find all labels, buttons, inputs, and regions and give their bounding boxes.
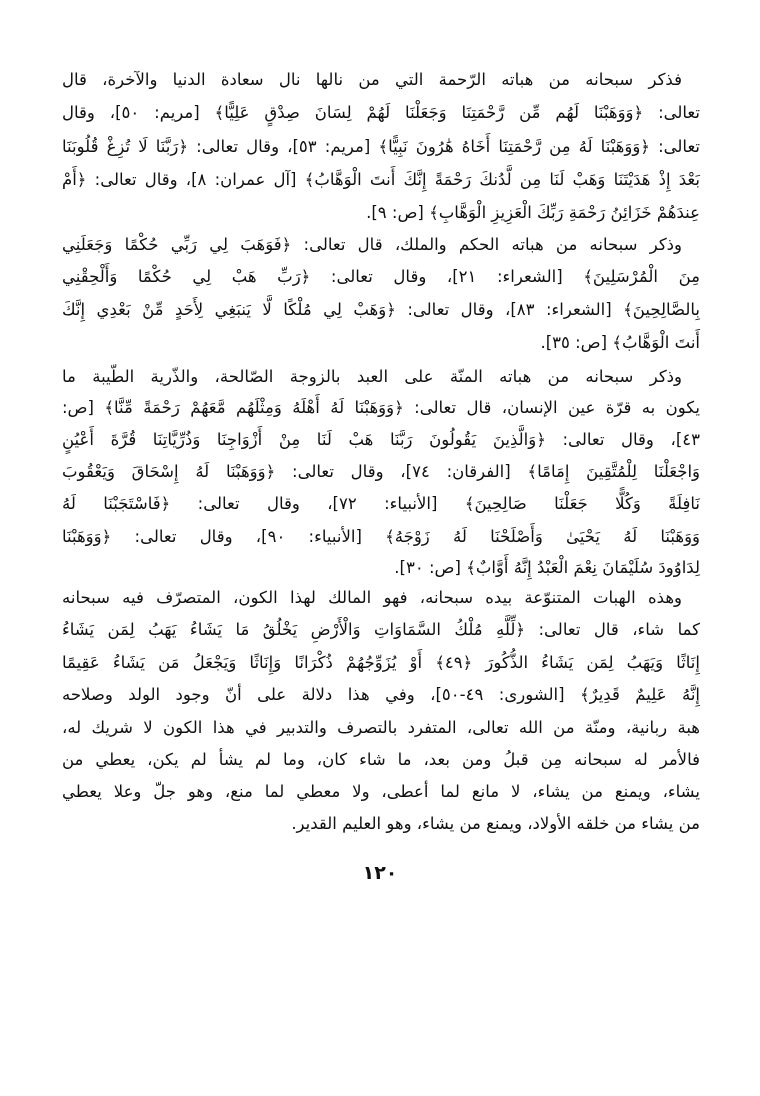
text-line: عِندَهُمْ خَزَائِنُ رَحْمَةِ رَبِّكَ الْعَزِيزِ الْوَهَّابِ﴾ [ص: ٩]. [366,203,700,222]
text-line: هبة ربانية، ومنّة من الله تعالى، المتفرد بالتصرف والتدبير في هذا الكون لا شريك له، [62,718,700,737]
text-line: وذكر سبحانه من هباته الحكم والملك، قال تعالى: ﴿فَوَهَبَ لِي رَبِّي حُكْمًا وَجَعَلَنِي [62,235,682,254]
text-line: وذكر سبحانه من هباته المنّة على العبد بالزوجة الصّالحة، والذّرية الطّيبة ما [62,367,682,386]
text-line: يشاء، ويمنع من يشاء، لا مانع لما أعطى، ولا معطي لما منع، وهو جلّ وعلا يعطي [62,782,700,801]
text-line: وَوَهَبْنَا لَهُ يَحْيَىٰ وَأَصْلَحْنَا لَهُ زَوْجَهُ﴾ [الأنبياء: ٩٠]، وقال تعالى: ﴿وَوَهَبْنَا [62,527,701,546]
text-line: من يشاء من خلقه الأولاد، ويمنع من يشاء، وهو العليم القدير. [291,814,700,833]
text-line: فالأمر له سبحانه مِن قبلُ ومن بعد، ما شاء كان، وما لم يشأ لم يكن، يعطي من [62,750,700,769]
text-line: وهذه الهبات المتنوّعة بيده سبحانه، فهو المالك لهذا الكون، المتصرّف فيه سبحانه [62,588,682,607]
text-line: فذكر سبحانه من هباته الرّحمة التي من نالها نال سعادة الدنيا والآخرة، قال [62,70,682,89]
text-line: وَاجْعَلْنَا لِلْمُتَّقِينَ إِمَامًا﴾ [الفرقان: ٧٤]، وقال تعالى: ﴿وَوَهَبْنَا لَهُ إِسْحَاقَ وَيَعْقُوبَ [62,462,700,481]
text-line: نَافِلَةً وَكُلًّا جَعَلْنَا صَالِحِينَ﴾ [الأنبياء: ٧٢]، وقال تعالى: ﴿فَاسْتَجَبْنَا لَهُ [62,494,700,513]
text-line: أَنتَ الْوَهَّابُ﴾ [ص: ٣٥]. [540,333,700,352]
text-line: ٤٣]، وقال تعالى: ﴿وَالَّذِينَ يَقُولُونَ رَبَّنَا هَبْ لَنَا مِنْ أَزْوَاجِنَا وَذُرِّيَّاتِنَا قُرَّةَ أَعْيُنٍ [62,430,700,449]
text-line: لِدَاوُودَ سُلَيْمَانَ نِعْمَ الْعَبْدُ إِنَّهُ أَوَّابٌ﴾ [ص: ٣٠]. [394,558,700,577]
text-line: بَعْدَ إِذْ هَدَيْتَنَا وَهَبْ لَنَا مِن لَّدُنكَ رَحْمَةً إِنَّكَ أَنتَ الْوَهَّابُ﴾ [آل عمران: ٨]، وقال تعالى: ﴿أَمْ [62,170,700,189]
text-line: إِنَاثًا وَيَهَبُ لِمَن يَشَاءُ الذُّكُورَ ﴿٤٩﴾ أَوْ يُزَوِّجُهُمْ ذُكْرَانًا وَإِنَاثًا وَيَجْعَلُ مَن يَشَاءُ عَقِيمًا [62,653,700,672]
text-line: تعالى: ﴿وَوَهَبْنَا لَهُم مِّن رَّحْمَتِنَا وَجَعَلْنَا لَهُمْ لِسَانَ صِدْقٍ عَلِيًّا﴾ [مريم: ٥٠]، وقال [62,103,700,122]
text-line: مِنَ الْمُرْسَلِينَ﴾ [الشعراء: ٢١]، وقال تعالى: ﴿رَبِّ هَبْ لِي حُكْمًا وَأَلْحِقْنِي [62,267,700,286]
text-line: بِالصَّالِحِينَ﴾ [الشعراء: ٨٣]، وقال تعالى: ﴿وَهَبْ لِي مُلْكًا لَّا يَنبَغِي لِأَحَدٍ مِّنْ بَعْدِي إِنَّكَ [62,300,700,319]
text-line: كما شاء، قال تعالى: ﴿لِّلَّهِ مُلْكُ السَّمَاوَاتِ وَالْأَرْضِ يَخْلُقُ مَا يَشَاءُ يَهَبُ لِمَن يَشَاءُ [62,620,700,639]
page-number: ١٢٠ [362,862,398,884]
text-line: تعالى: ﴿وَوَهَبْنَا لَهُ مِن رَّحْمَتِنَا أَخَاهُ هَٰرُونَ نَبِيًّا﴾ [مريم: ٥٣]، وقال تعالى: ﴿رَبَّنَا لَا تُزِغْ قُلُوبَنَا [62,137,700,156]
text-line: يكون به قرّة عين الإنسان، قال تعالى: ﴿وَوَهَبْنَا لَهُ أَهْلَهُ وَمِثْلَهُم مَّعَهُمْ رَحْمَةً مِّنَّا﴾ [ص: [62,398,700,417]
text-line: إِنَّهُ عَلِيمٌ قَدِيرٌ﴾ [الشورى: ٤٩-٥٠]، وفي هذا دلالة على أنّ وجود الولد وصلاحه [62,685,701,704]
